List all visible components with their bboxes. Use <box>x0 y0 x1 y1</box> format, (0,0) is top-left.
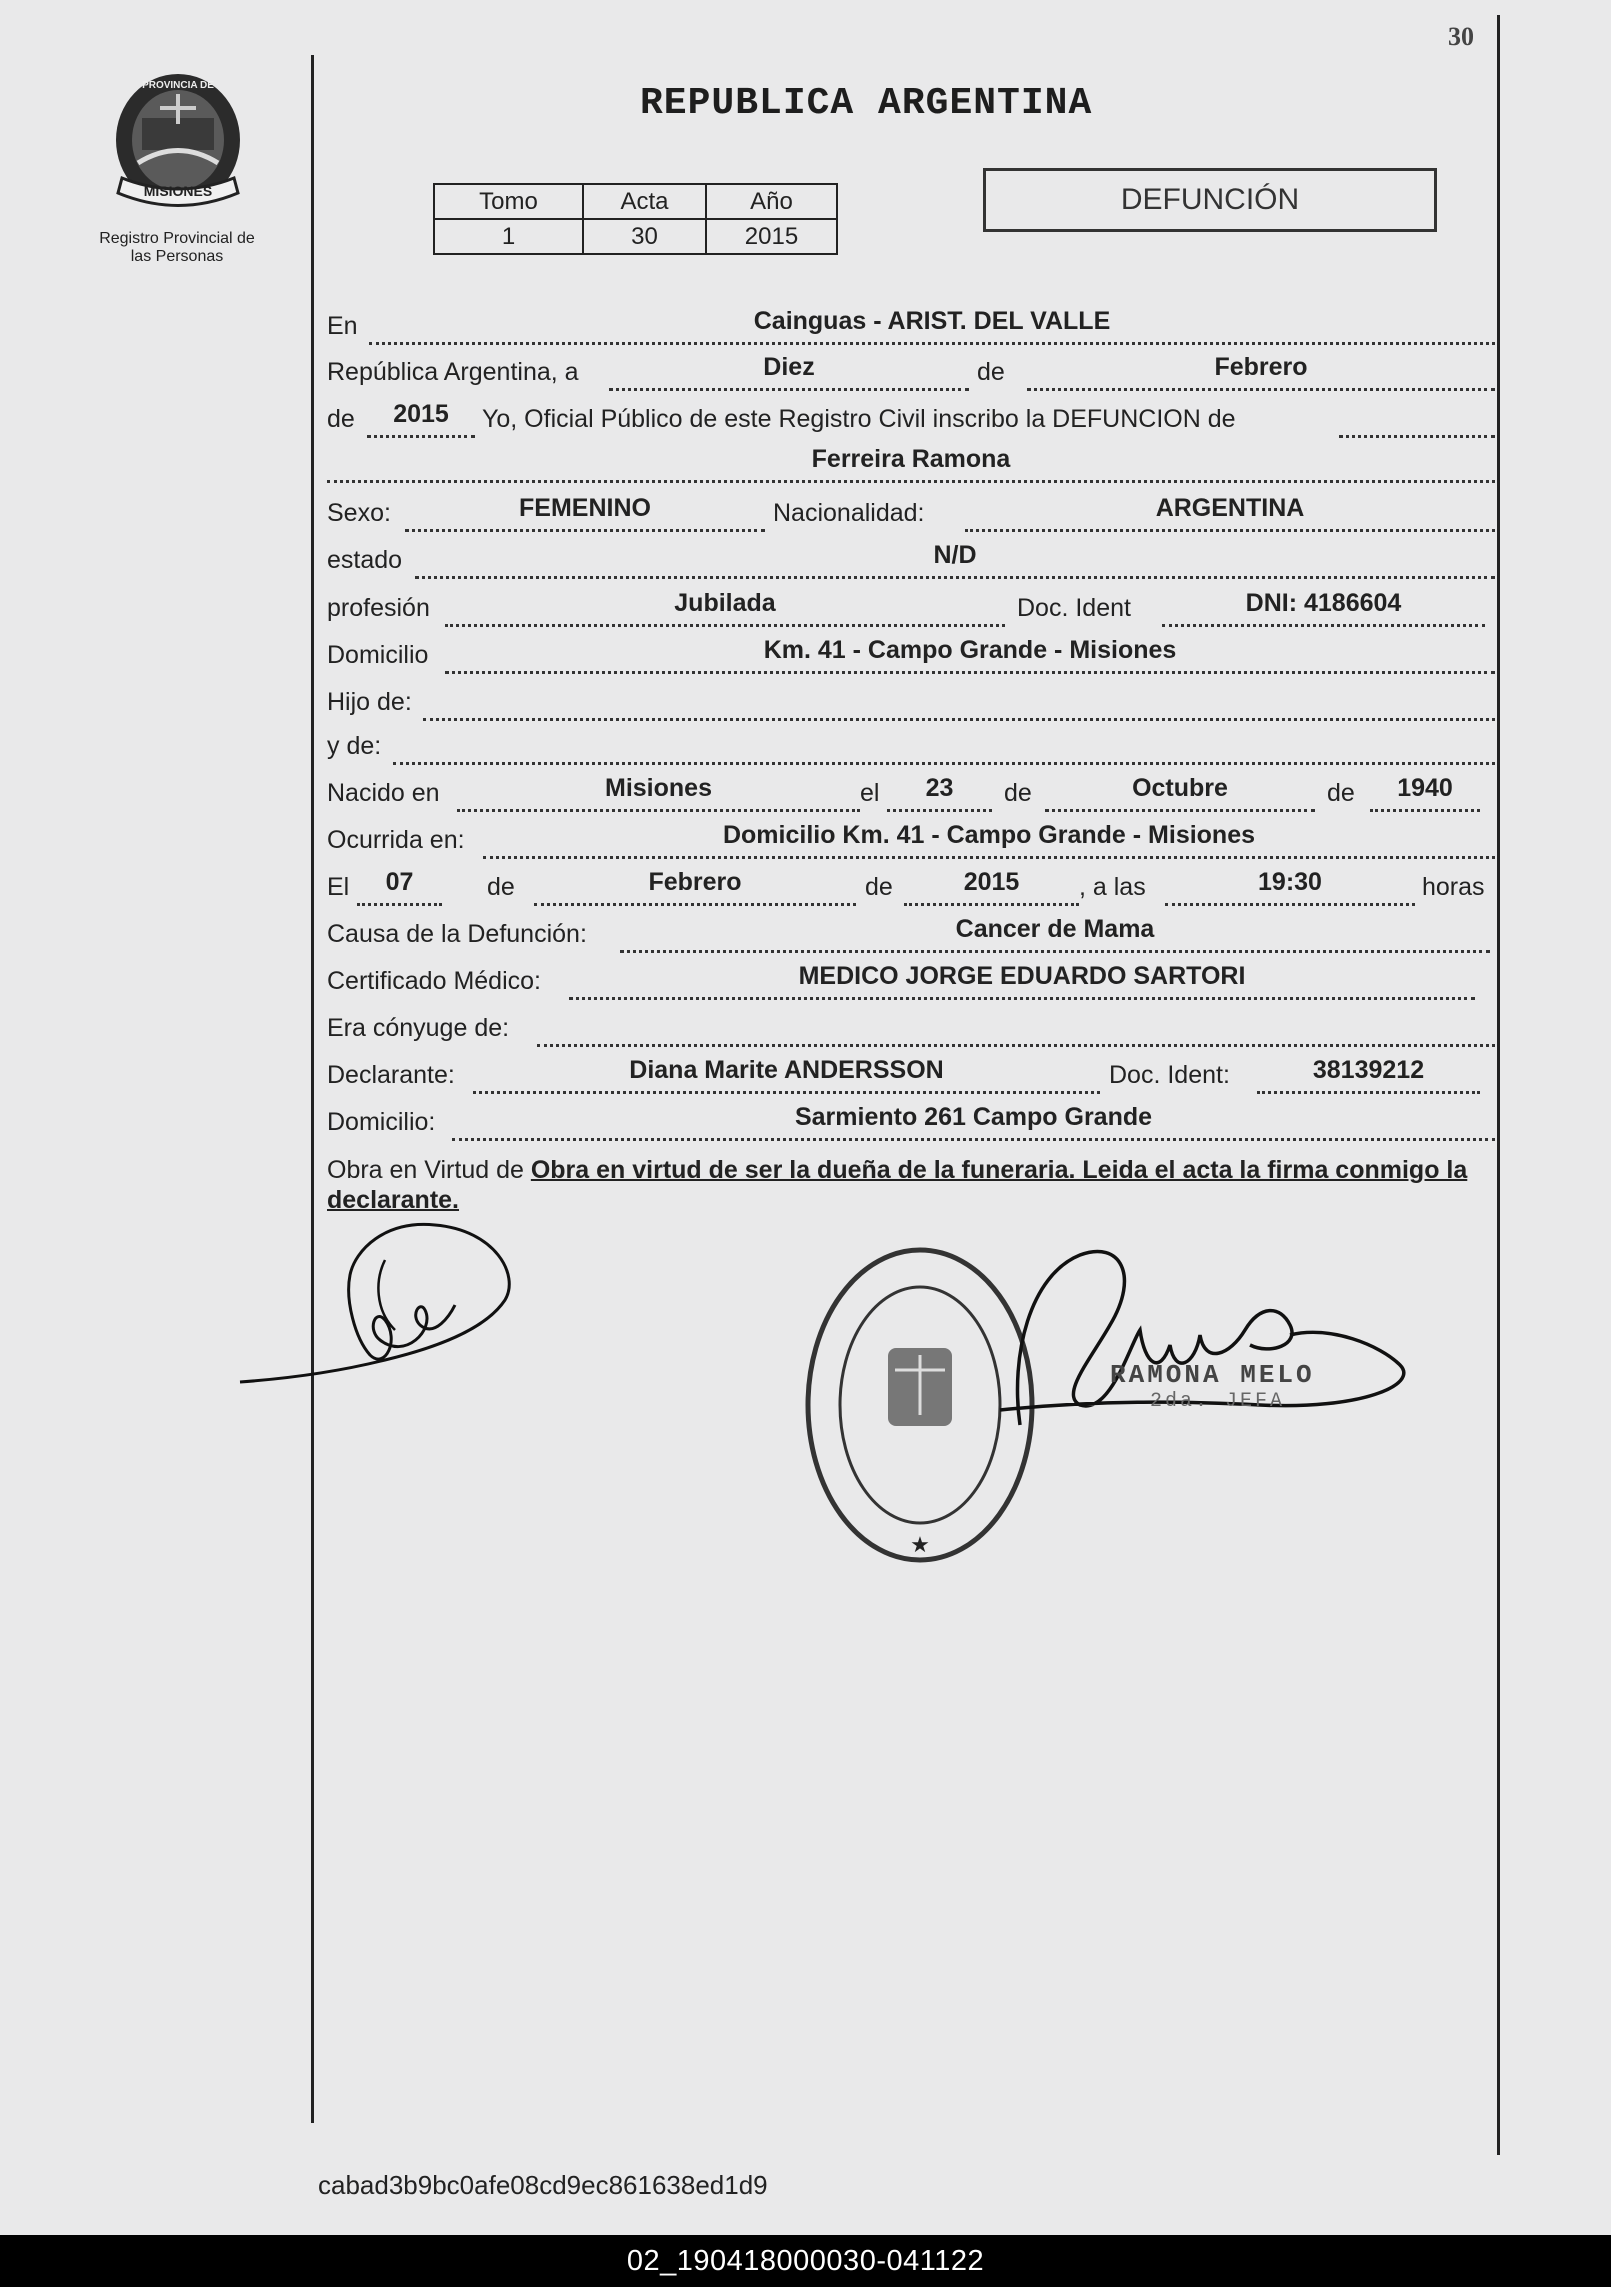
docident-value: DNI: 4186604 <box>1245 589 1402 617</box>
estado-field <box>415 538 1495 579</box>
declarante-value: Diana Marite ANDERSSON <box>629 1056 944 1084</box>
register-value-row <box>434 219 837 254</box>
profesion-field <box>445 586 1005 627</box>
causa-value: Cancer de Mama <box>955 915 1155 943</box>
causa-label: Causa de la Defunción: <box>327 920 587 948</box>
register-header-row <box>434 184 837 219</box>
certificado-field <box>569 959 1475 1000</box>
row-certificado <box>327 960 1495 1004</box>
de-label-6: de <box>865 873 893 901</box>
conyuge-field <box>537 1006 1495 1047</box>
ocurrida-label: Ocurrida en: <box>327 826 465 854</box>
tomo-header: Tomo <box>434 184 583 219</box>
registry-caption <box>72 230 282 266</box>
inscribo-trailing-field <box>1339 397 1495 438</box>
row-decl-domicilio <box>327 1101 1495 1145</box>
nacionalidad-label: Nacionalidad: <box>773 499 925 527</box>
row-causa <box>327 913 1495 957</box>
row-hijo <box>327 681 1495 725</box>
birth-month-value: Octubre <box>1132 774 1228 802</box>
de-label-3: de <box>1004 779 1032 807</box>
docident-label: Doc. Ident <box>1017 594 1131 622</box>
tomo-value: 1 <box>434 219 583 254</box>
misiones-coat-of-arms-logo <box>108 68 248 218</box>
death-day-field <box>357 865 442 906</box>
day-field <box>609 350 969 391</box>
declarante-field <box>473 1053 1100 1094</box>
acta-value: 30 <box>583 219 706 254</box>
row-nacido <box>327 772 1495 816</box>
official-name: RAMONA MELO <box>1110 1360 1315 1390</box>
decl-domicilio-label: Domicilio: <box>327 1108 436 1136</box>
domicilio-label: Domicilio <box>327 641 429 669</box>
row-declarante <box>327 1054 1495 1098</box>
yde-field <box>393 724 1495 765</box>
acta-header: Acta <box>583 184 706 219</box>
row-yde <box>327 725 1495 769</box>
row-name <box>327 443 1495 487</box>
profesion-value: Jubilada <box>674 589 776 617</box>
decl-docident-label: Doc. Ident: <box>1109 1061 1230 1089</box>
death-day-value: 07 <box>385 868 414 896</box>
row-ocurrida <box>327 819 1495 863</box>
registry-caption-line2: las Personas <box>130 248 224 265</box>
left-margin-rule <box>311 55 314 2123</box>
official-signature <box>960 1235 1440 1445</box>
causa-field <box>620 912 1490 953</box>
nacionalidad-field <box>965 491 1495 532</box>
de-label-2: de <box>327 405 355 433</box>
nacido-value: Misiones <box>605 774 712 802</box>
official-title: 2da. JEFA <box>1150 1390 1286 1413</box>
death-year-field <box>904 865 1079 906</box>
en-value: Cainguas - ARIST. DEL VALLE <box>753 307 1111 335</box>
row-en <box>327 305 1495 349</box>
year-field <box>367 397 475 438</box>
sexo-field <box>405 491 765 532</box>
domicilio-field <box>445 633 1495 674</box>
year-value: 2015 <box>393 400 449 428</box>
en-label: En <box>327 312 358 340</box>
row-domicilio <box>327 634 1495 678</box>
row-profesion <box>327 587 1495 631</box>
de-label-4: de <box>1327 779 1355 807</box>
death-month-value: Febrero <box>648 868 742 896</box>
obra-label: Obra en Virtud de <box>327 1156 524 1184</box>
nacido-label: Nacido en <box>327 779 440 807</box>
row-sexo <box>327 492 1495 536</box>
yde-label: y de: <box>327 732 382 760</box>
nacido-field <box>457 771 860 812</box>
decl-docident-field <box>1257 1053 1480 1094</box>
certificado-label: Certificado Médico: <box>327 967 541 995</box>
decl-domicilio-value: Sarmiento 261 Campo Grande <box>794 1103 1153 1131</box>
row-date <box>327 351 1495 395</box>
estado-value: N/D <box>933 541 977 569</box>
decl-docident-value: 38139212 <box>1312 1056 1425 1084</box>
declarante-label: Declarante: <box>327 1061 455 1089</box>
birth-day-value: 23 <box>925 774 954 802</box>
image-id-strip: 02_190418000030-041122 <box>0 2235 1611 2287</box>
en-field <box>369 304 1495 345</box>
ocurrida-field <box>483 818 1495 859</box>
row-conyuge <box>327 1007 1495 1051</box>
domicilio-value: Km. 41 - Campo Grande - Misiones <box>763 636 1177 664</box>
svg-text:★: ★ <box>910 1533 930 1558</box>
declarant-signature <box>235 1220 525 1390</box>
horas-label: horas <box>1422 873 1485 901</box>
alas-label: , a las <box>1079 873 1146 901</box>
death-year-value: 2015 <box>963 868 1020 896</box>
de-label-1: de <box>977 358 1005 386</box>
ocurrida-value: Domicilio Km. 41 - Campo Grande - Misiones <box>722 821 1256 849</box>
certificado-value: MEDICO JORGE EDUARDO SARTORI <box>798 962 1246 990</box>
birth-year-field <box>1370 771 1480 812</box>
month-field <box>1027 350 1495 391</box>
anio-header: Año <box>706 184 837 219</box>
name-field <box>327 442 1495 483</box>
conyuge-label: Era cónyuge de: <box>327 1014 510 1042</box>
obra-value: Obra en virtud de ser la dueña de la funeraria. Leida el acta la firma conmigo la declarante. <box>327 1156 1468 1214</box>
official-name-stamp <box>1110 1360 1315 1413</box>
profesion-label: profesión <box>327 594 430 622</box>
page-number: 30 <box>1448 22 1474 51</box>
birth-day-field <box>887 771 992 812</box>
el-label: el <box>860 779 880 807</box>
month-value: Febrero <box>1214 353 1308 381</box>
svg-text:MISIONES: MISIONES <box>143 183 213 199</box>
republica-label: República Argentina, a <box>327 358 579 386</box>
death-time-value: 19:30 <box>1258 868 1322 896</box>
sexo-label: Sexo: <box>327 499 391 527</box>
El-label: El <box>327 873 350 901</box>
obra-en-virtud <box>327 1155 1497 1215</box>
de-label-5: de <box>487 873 515 901</box>
hijo-field <box>423 680 1495 721</box>
document-type-box: DEFUNCIÓN <box>983 168 1437 232</box>
nacionalidad-value: ARGENTINA <box>1155 494 1305 522</box>
sexo-value: FEMENINO <box>519 494 651 522</box>
death-month-field <box>534 865 856 906</box>
register-table <box>433 183 838 255</box>
death-time-field <box>1165 865 1415 906</box>
estado-label: estado <box>327 546 403 574</box>
document-title: REPUBLICA ARGENTINA <box>640 82 1093 125</box>
row-inscribo <box>327 398 1495 442</box>
document-hash: cabad3b9bc0afe08cd9ec861638ed1d9 <box>318 2170 768 2200</box>
right-margin-rule <box>1497 15 1500 2155</box>
inscribo-text: Yo, Oficial Público de este Registro Civil inscribo la DEFUNCION de <box>482 405 1236 433</box>
decl-domicilio-field <box>452 1100 1495 1141</box>
anio-value: 2015 <box>706 219 837 254</box>
hijo-label: Hijo de: <box>327 688 412 716</box>
name-value: Ferreira Ramona <box>811 445 1011 473</box>
birth-month-field <box>1045 771 1315 812</box>
row-estado <box>327 539 1495 583</box>
svg-text:PROVINCIA DE: PROVINCIA DE <box>142 80 214 91</box>
day-value: Diez <box>763 353 815 381</box>
birth-year-value: 1940 <box>1397 774 1453 802</box>
registry-caption-line1: Registro Provincial de <box>99 230 255 247</box>
row-death-date <box>327 866 1495 910</box>
docident-field <box>1162 586 1485 627</box>
